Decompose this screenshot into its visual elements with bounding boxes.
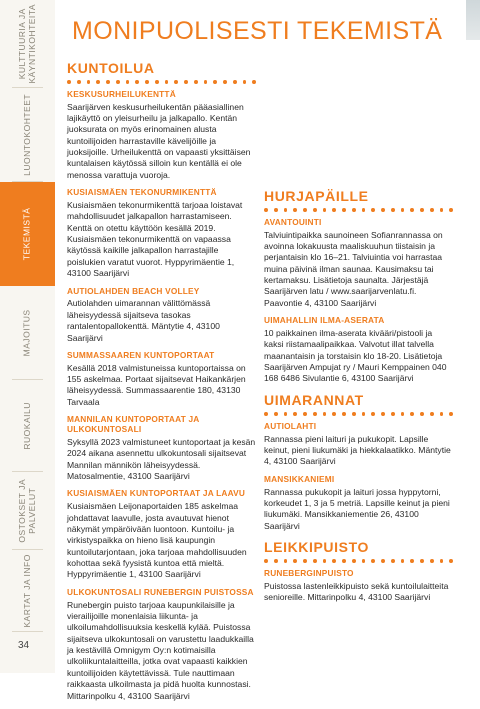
tab-label: MAJOITUS bbox=[21, 309, 32, 357]
list-item bbox=[264, 316, 453, 385]
tab-ruokailu[interactable] bbox=[0, 380, 55, 472]
list-item bbox=[67, 287, 256, 344]
item-text: Syksyllä 2023 valmistuneet kuntoportaat ja kesän 2024 aikana asennettu ulkokuntosali sijaitsevat Mannilan männikön läheisyydessä. Matosalmentie, 43100 Saarijärvi bbox=[67, 437, 256, 482]
item-text: Rannassa pukukopit ja laituri jossa hyppytorni, korkeudet 1, 3 ja 5 metriä. Lapsille keinut ja pieni liukumäki. Mansikkaniementie 26, 43100 Saarijärvi bbox=[264, 486, 450, 531]
item-text: Rannassa pieni laituri ja pukukopit. Lapsille keinut, pieni liukumäki ja hiekkalaatikko. Mäntytie 4, 43100 Saarijärvi bbox=[264, 433, 451, 467]
list-item bbox=[264, 569, 453, 604]
item-title: AUTIOLAHTI bbox=[264, 420, 317, 431]
item-text: Kusiaismäen Leijonaportaiden 185 askelmaa johdattavat laavulle, josta avautuvat hienot näkymät ympäröivään luontoon. Kuntoilu- ja virkistyspaikka on hieno lisä kaupungin kuntoilutarjontaan, joka tarjoaa mahdollisuuden kohottaa sekä fyysistä kuntoa että mieltä. Hyppyrimäentie 1, 43100 Saarijärvi bbox=[67, 501, 247, 580]
dot-divider bbox=[264, 559, 453, 563]
tab-label: KARTAT JA INFO bbox=[21, 554, 32, 628]
left-column bbox=[67, 60, 256, 709]
page-number: 34 bbox=[18, 640, 30, 651]
section-heading-hurjapaille: HURJAPÄILLE bbox=[264, 188, 369, 204]
item-title: AUTIOLAHDEN BEACH VOLLEY bbox=[67, 285, 200, 296]
item-text: 10 paikkainen ilma-aserata kivääri/pistooli ja kaksi riistamaalipaikkaa. Valvotut illat talvella maanantaisin ja torstaisin klo 18-20. Lisätietoja Saarijärven Ampujat ry / Mauri Kemppainen 040 168 6486 Sivulantie 6, 43100 Saarijärvi bbox=[264, 328, 447, 384]
right-column bbox=[264, 96, 453, 610]
list-item bbox=[67, 588, 256, 702]
list-item bbox=[67, 489, 256, 580]
list-item bbox=[67, 415, 256, 482]
item-text: Autiolahden uimarannan välittömässä läheisyydessä sijaitseva tasokas rantalentopallokenttä. Mäntytie 4, 43100 Saarijärvi bbox=[67, 298, 220, 343]
section-heading-uimarannat: UIMARANNAT bbox=[264, 391, 364, 408]
item-text: Kesällä 2018 valmistuneissa kuntoportaissa on 155 askelmaa. Portaat sijaitsevat Haikankärjen läheisyydessä. Summassaarentie 180, 43130 Tarvaala bbox=[67, 362, 246, 407]
dot-divider bbox=[67, 80, 256, 84]
photo-edge bbox=[466, 0, 480, 40]
tab-luontokohteet[interactable] bbox=[0, 88, 55, 182]
item-title: UIMAHALLIN ILMA-ASERATA bbox=[264, 315, 385, 326]
tab-label: KULTTUURIA JA KÄYNTIKOHTEITA bbox=[16, 4, 37, 84]
list-item bbox=[264, 218, 453, 309]
page-title: MONIPUOLISESTI TEKEMISTÄ bbox=[72, 17, 443, 45]
tab-majoitus[interactable] bbox=[0, 286, 55, 380]
item-text: Runebergin puisto tarjoaa kaupunkilaisille ja vierailijoille monenlaisia liikunta- ja ulkoilumahdollisuuksia keskellä kylää. Puistossa sijaitseva ulkokuntosali on varustettu laadukkailla ja kestävillä Omnigym Oy:n kotimaisilla ulkoliikuntalaitteilla, jotka ovat vapaasti kaikkien kuntoilijoiden käytettävissä. Tule nauttimaan raikkaasta ulkoilmasta ja pidä huolta kunnostasi. Mittarinpolku 4, 43100 Saarijärvi bbox=[67, 599, 254, 701]
list-item bbox=[67, 90, 256, 181]
item-text: Kusiaismäen tekonurmikenttä tarjoaa loistavat mahdollisuudet jalkapallon harrastamiseen. Kenttä on otettu käyttöön kesällä 2019. Kusiaismäen tekonurmikenttä on vapaassa käytössä kaikille jalkapallon harrastajille poislukien varatut vuorot. Hyppyrimäentie 1, 43100 Saarijärvi bbox=[67, 200, 243, 279]
section-heading-leikkipuisto: LEIKKIPUISTO bbox=[264, 538, 369, 555]
item-title: SUMMASSAAREN KUNTOPORTAAT bbox=[67, 349, 215, 360]
item-title: MANSIKKANIEMI bbox=[264, 473, 335, 484]
dot-divider bbox=[264, 412, 453, 416]
list-item bbox=[264, 475, 453, 532]
tab-tekemista[interactable] bbox=[0, 182, 55, 286]
dot-divider bbox=[264, 208, 453, 212]
tab-kulttuuria[interactable] bbox=[0, 0, 55, 88]
item-text: Saarijärven keskusurheilukentän pääasiallinen lajikäyttö on yleisurheilu ja jalkapallo. Kentän juoksurata on myös erinomainen alusta kuntoilijoiden harrastaville kävelijöille ja juoksijoille. Urheilukenttä on vapaasti yksittäisen kuntalaisen käytössä silloin kun kentällä ei ole menossa varattuja vuoroja. bbox=[67, 101, 251, 180]
tab-ostokset[interactable] bbox=[0, 472, 55, 550]
item-text: Talviuintipaikka saunoineen Sofianrannassa on avoinna lokakuusta maaliskuuhun tiistaisin ja perjantaisin klo 16–21. Talviuintia voi harrastaa muina päivinä ilman saunaa. Kausimaksu tai kertamaksu. Lisätietoja saunalta. Järjestäjä Saarijärven latu / www.saarijarvenlatu.fi. Paavontie 4, 43100 Saarijärvi bbox=[264, 229, 443, 308]
item-title: AVANTOUINTI bbox=[264, 216, 322, 227]
item-title: KUSIAISMÄEN TEKONURMIKENTTÄ bbox=[67, 187, 217, 198]
list-item bbox=[264, 422, 453, 468]
item-title: KUSIAISMÄEN KUNTOPORTAAT JA LAAVU bbox=[67, 488, 246, 499]
section-heading-kuntoilua: KUNTOILUA bbox=[67, 60, 155, 76]
list-item bbox=[67, 351, 256, 408]
tab-kartat[interactable] bbox=[0, 550, 55, 632]
tab-label: RUOKAILU bbox=[21, 402, 32, 450]
item-text: Puistossa lastenleikkipuisto sekä kuntoilulaitteita senioreille. Mittarinpolku 4, 43100 Saarijärvi bbox=[264, 580, 449, 603]
item-title: RUNEBERGINPUISTO bbox=[264, 567, 354, 578]
item-title: KESKUSURHEILUKENTTÄ bbox=[67, 88, 176, 99]
tab-label: TEKEMISTÄ bbox=[21, 207, 32, 261]
list-item bbox=[67, 188, 256, 279]
tab-label: LUONTOKOHTEET bbox=[21, 94, 32, 176]
item-title: ULKOKUNTOSALI RUNEBERGIN PUISTOSSA bbox=[67, 586, 254, 597]
sidebar-nav bbox=[0, 0, 55, 673]
tab-label: OSTOKSET JA PALVELUT bbox=[16, 479, 37, 543]
item-title: MANNILAN KUNTOPORTAAT JA ULKOKUNTOSALI bbox=[67, 414, 200, 435]
